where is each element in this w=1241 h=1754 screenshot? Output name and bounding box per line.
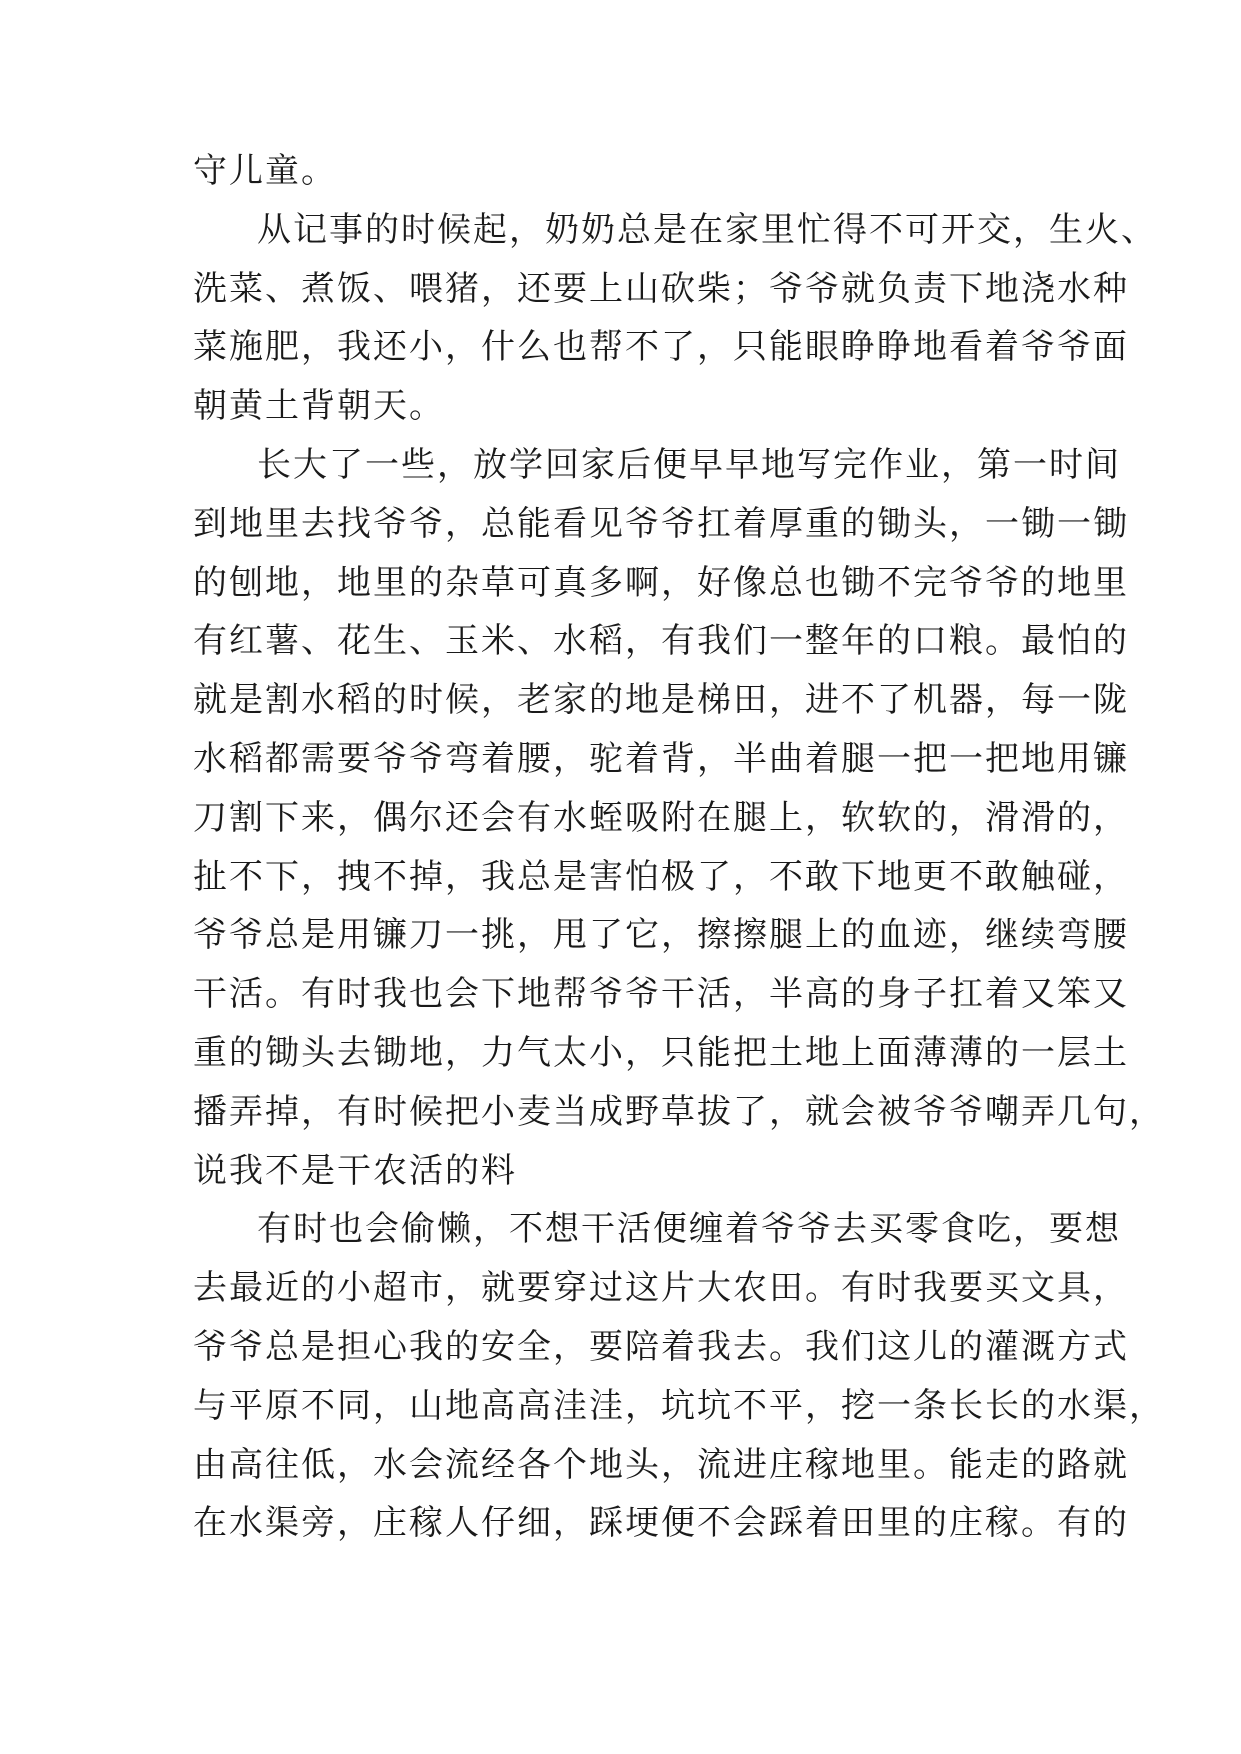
text-line: 与平原不同，山地高高洼洼，坑坑不平，挖一条长长的水渠，	[193, 1385, 1165, 1426]
paragraph	[193, 436, 1165, 1200]
text-line: 在水渠旁，庄稼人仔细，踩埂便不会踩着田里的庄稼。有的	[193, 1503, 1129, 1544]
text-line: 扯不下，拽不掉，我总是害怕极了，不敢下地更不敢触碰，	[193, 856, 1129, 897]
text-line: 有时也会偷懒，不想干活便缠着爷爷去买零食吃，要想	[257, 1209, 1121, 1250]
paragraph	[193, 142, 1053, 201]
body-text	[193, 142, 1165, 1553]
text-line: 播弄掉，有时候把小麦当成野草拔了，就会被爷爷嘲弄几句，	[193, 1091, 1165, 1132]
text-line: 爷爷总是担心我的安全，要陪着我去。我们这儿的灌溉方式	[193, 1326, 1129, 1367]
text-line: 的刨地，地里的杂草可真多啊，好像总也锄不完爷爷的地里	[193, 562, 1129, 603]
text-line: 水稻都需要爷爷弯着腰，驼着背，半曲着腿一把一把地用镰	[193, 738, 1129, 779]
text-line: 干活。有时我也会下地帮爷爷干活，半高的身子扛着又笨又	[193, 974, 1129, 1015]
text-line: 到地里去找爷爷，总能看见爷爷扛着厚重的锄头，一锄一锄	[193, 503, 1129, 544]
text-line: 菜施肥，我还小，什么也帮不了，只能眼睁睁地看着爷爷面	[193, 327, 1129, 368]
text-line: 长大了一些，放学回家后便早早地写完作业，第一时间	[257, 444, 1121, 485]
text-line: 重的锄头去锄地，力气太小，只能把土地上面薄薄的一层土	[193, 1032, 1129, 1073]
text-line: 守儿童。	[193, 151, 337, 191]
paragraph	[193, 1200, 1165, 1553]
text-line: 由高往低，水会流经各个地头，流进庄稼地里。能走的路就	[193, 1444, 1129, 1485]
text-line: 爷爷总是用镰刀一挑，甩了它，擦擦腿上的血迹，继续弯腰	[193, 915, 1129, 956]
text-line: 从记事的时候起，奶奶总是在家里忙得不可开交，生火、	[257, 209, 1157, 250]
text-line: 朝黄土背朝天。	[193, 386, 445, 427]
text-line: 去最近的小超市，就要穿过这片大农田。有时我要买文具，	[193, 1268, 1129, 1309]
text-line: 说我不是干农活的料	[193, 1150, 517, 1191]
paragraph	[193, 201, 1157, 436]
text-line: 洗菜、煮饭、喂猪，还要上山砍柴；爷爷就负责下地浇水种	[193, 268, 1129, 309]
text-line: 就是割水稻的时候，老家的地是梯田，进不了机器，每一陇	[193, 680, 1129, 721]
text-line: 有红薯、花生、玉米、水稻，有我们一整年的口粮。最怕的	[193, 621, 1129, 662]
text-line: 刀割下来，偶尔还会有水蛭吸附在腿上，软软的，滑滑的，	[193, 797, 1129, 838]
